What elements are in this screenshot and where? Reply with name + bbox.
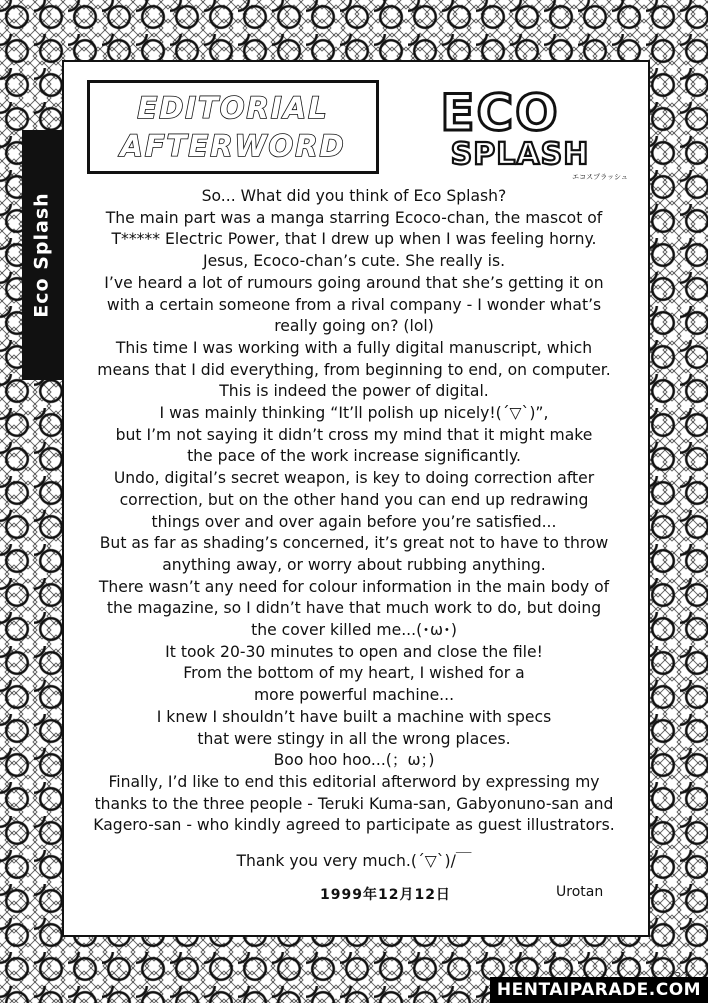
body-line: correction, but on the other hand you can end up redrawing (119, 490, 589, 509)
logo-word-eco: ECO (440, 84, 560, 142)
title-line-2: AFTERWORD (120, 129, 346, 163)
body-line: The main part was a manga starring Ecoco-chan, the mascot of (105, 208, 603, 227)
logo-word-splash: SPLASH (450, 137, 590, 172)
body-line: I was mainly thinking “It’ll polish up nicely!(´▽`)”, (159, 404, 549, 423)
body-line: the magazine, so I didn’t have that much work to do, but doing (106, 599, 602, 618)
body-line: the pace of the work increase significantly. (187, 447, 521, 466)
side-tab-label: Eco Splash (31, 192, 53, 318)
body-line: Jesus, Ecoco-chan’s cute. She really is. (202, 252, 506, 271)
body-line: Undo, digital’s secret weapon, is key to doing correction after (113, 469, 595, 488)
body-line: I’ve heard a lot of rumours going around that she’s getting it on (104, 273, 604, 292)
body-line: but I’m not saying it didn’t cross my mind that it might make (115, 425, 593, 444)
body-line: There wasn’t any need for colour information in the main body of (98, 577, 610, 596)
side-tab (22, 130, 62, 380)
body-line: more powerful machine... (253, 686, 455, 705)
body-line: From the bottom of my heart, I wished for a (183, 664, 525, 683)
date-text: 1999年12月12日 (320, 887, 451, 903)
body-line: Kagero-san - who kindly agreed to participate as guest illustrators. (93, 816, 615, 835)
thanks-line: Thank you very much.(´▽`)/￣ (236, 852, 472, 870)
body-line: things over and over again before you’re satisfied... (151, 512, 557, 531)
logo-kana: エコスプラッシュ (572, 173, 628, 181)
body-line: This time I was working with a fully digital manuscript, which (115, 338, 593, 357)
afterword-body (66, 186, 642, 837)
body-line: So... What did you think of Eco Splash? (201, 187, 507, 205)
title-line-1: EDITORIAL (137, 91, 329, 125)
body-line: It took 20-30 minutes to open and close the file! (165, 642, 543, 661)
body-line: really going on? (lol) (274, 317, 434, 336)
body-line: Boo hoo hoo...(；ω；) (273, 751, 435, 770)
title-box (87, 80, 379, 174)
body-line: Finally, I’d like to end this editorial afterword by expressing my (108, 772, 600, 791)
body-line: means that I did everything, from beginning to end, on computer. (97, 360, 611, 379)
body-line: I knew I shouldn’t have built a machine with specs (156, 707, 552, 726)
author-name: Urotan (556, 884, 604, 900)
watermark: HENTAIPARADE.COM (490, 977, 708, 1003)
body-line: the cover killed me...(･ω･) (251, 621, 457, 640)
body-line: This is indeed the power of digital. (219, 382, 489, 401)
body-line: But as far as shading’s concerned, it’s great not to have to throw (99, 534, 609, 553)
body-line: that were stingy in all the wrong places. (197, 729, 511, 748)
body-line: anything away, or worry about rubbing anything. (162, 555, 546, 574)
eco-splash-logo (400, 84, 645, 184)
body-line: T***** Electric Power, that I drew up when I was feeling horny. (111, 230, 597, 249)
signature-line (320, 884, 640, 908)
body-line: thanks to the three people - Teruki Kuma-san, Gabyonuno-san and (94, 794, 614, 813)
body-line: with a certain someone from a rival company - I wonder what’s (106, 295, 602, 314)
